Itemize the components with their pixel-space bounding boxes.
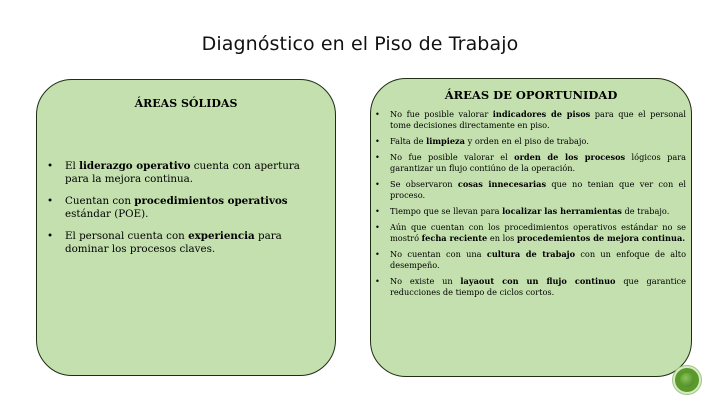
list-item: • El liderazgo operativo cuenta con apertura para la mejora continua. [47,160,300,185]
list-item: • El personal cuenta con experiencia para dominar los procesos claves. [47,230,282,255]
green-circle-icon [680,373,694,387]
opportunity-areas-heading: ÁREAS DE OPORTUNIDAD [444,88,618,102]
list-item: • Tiempo que se llevan para localizar las herramientas de trabajo. [375,206,670,216]
bullet: • [375,179,380,189]
solid-areas-panel [36,79,336,376]
list-item: • Cuentan con procedimientos operativos estándar (POE). [47,195,288,220]
opportunity-areas-panel [370,78,692,377]
bullet: • [375,206,380,216]
list-item: • Falta de limpieza y orden en el piso de trabajo. [375,136,589,146]
list-item: • Se observaron cosas innecesarias que no tenian que ver con el proceso. [375,179,686,200]
bullet: • [375,136,380,146]
list-item: • No existe un layaout con un flujo continuo que garantice reducciones de tiempo de ciclos cortos. [375,276,686,297]
solid-areas-list [47,160,319,265]
bullet: • [375,276,380,286]
list-item: • No fue posible valorar el orden de los procesos lógicos para garantizar un flujo contiúno de la operación. [375,152,686,173]
bullet: • [47,160,54,172]
bullet: • [375,249,380,259]
bullet: • [375,152,380,162]
bullet: • [375,109,380,119]
list-item: • Aún que cuentan con los procedimientos operativos estándar no se mostró fecha reciente en los procedemientos de mejora continua. [375,222,686,243]
list-item: • No fue posible valorar indicadores de pisos para que el personal tome decisiones directamente en piso. [375,109,686,130]
solid-areas-heading: ÁREAS SÓLIDAS [134,97,238,110]
bullet: • [47,230,54,242]
page-title: Diagnóstico en el Piso de Trabajo [201,33,519,55]
list-item: • No cuentan con una cultura de trabajo con un enfoque de alto desempeño. [375,249,686,270]
opportunity-areas-list [374,109,686,303]
bullet: • [47,195,54,207]
bullet: • [375,222,380,232]
next-slide-button[interactable] [673,366,701,394]
